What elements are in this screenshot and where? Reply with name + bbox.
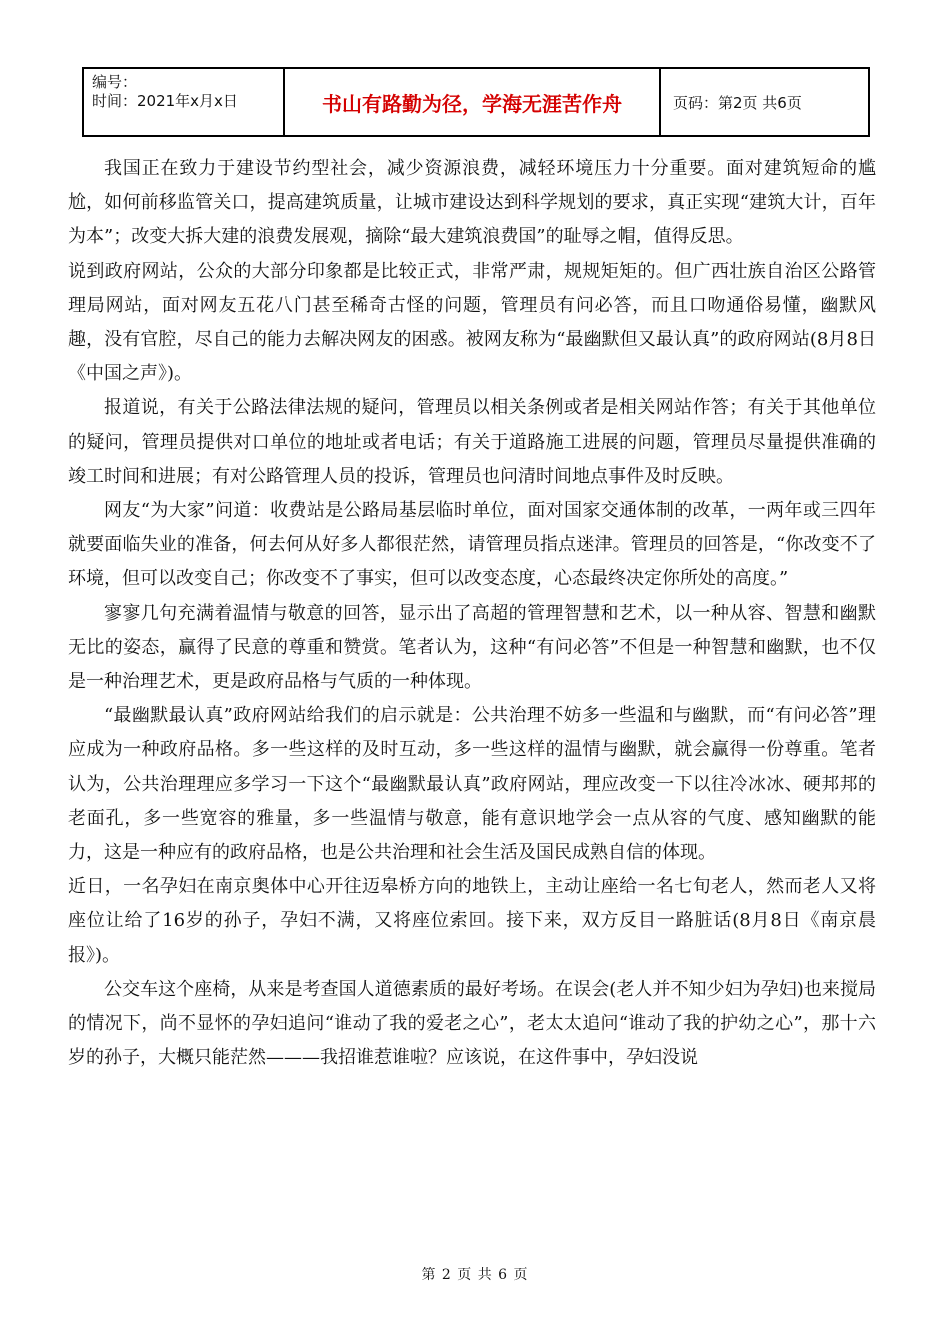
header-motto: 书山有路勤为径，学海无涯苦作舟 <box>285 69 661 135</box>
page-footer: 第 2 页 共 6 页 <box>421 1267 529 1283</box>
page-header <box>82 67 870 137</box>
paragraph: 公交车这个座椅，从来是考查国人道德素质的最好考场。在误会(老人并不知少妇为孕妇)也来搅局的情况下，尚不显怀的孕妇追问“谁动了我的爱老之心”，老太太追问“谁动了我的护幼之心”，那十六岁的孙子，大概只能茫然———我招谁惹谁啦？应该说，在这件事中，孕妇没说 <box>68 978 876 1069</box>
paragraph: 近日，一名孕妇在南京奥体中心开往迈皋桥方向的地铁上，主动让座给一名七旬老人，然而老人又将座位让给了16岁的孙子，孕妇不满，又将座位索回。接下来，双方反目一路脏话(8月8日《南京晨报》)。 <box>68 876 876 966</box>
document-body <box>68 152 876 1075</box>
header-page-info: 页码：第2页 共6页 <box>673 93 802 112</box>
doc-time-label: 时间：2021年x月x日 <box>92 92 238 110</box>
paragraph: 寥寥几句充满着温情与敬意的回答，显示出了高超的管理智慧和艺术，以一种从容、智慧和幽默无比的姿态，赢得了民意的尊重和赞赏。笔者认为，这种“有问必答”不但是一种智慧和幽默，也不仅是一种治理艺术，更是政府品格与气质的一种体现。 <box>68 602 876 693</box>
header-meta <box>84 69 285 135</box>
paragraph: 我国正在致力于建设节约型社会，减少资源浪费，减轻环境压力十分重要。面对建筑短命的尴尬，如何前移监管关口，提高建筑质量，让城市建设达到科学规划的要求，真正实现“建筑大计，百年为本”；改变大拆大建的浪费发展观，摘除“最大建筑浪费国”的耻辱之帽，值得反思。 <box>68 158 876 248</box>
paragraph: 说到政府网站，公众的大部分印象都是比较正式，非常严肃，规规矩矩的。但广西壮族自治区公路管理局网站，面对网友五花八门甚至稀奇古怪的问题，管理员有问必答，而且口吻通俗易懂，幽默风趣，没有官腔，尽自己的能力去解决网友的困惑。被网友称为“最幽默但又最认真”的政府网站(8月8日《中国之声》)。 <box>68 260 876 385</box>
paragraph: 报道说，有关于公路法律法规的疑问，管理员以相关条例或者是相关网站作答；有关于其他单位的疑问，管理员提供对口单位的地址或者电话；有关于道路施工进展的问题，管理员尽量提供准确的竣工时间和进展；有对公路管理人员的投诉，管理员也问清时间地点事件及时反映。 <box>68 397 876 487</box>
paragraph: 网友“为大家”问道：收费站是公路局基层临时单位，面对国家交通体制的改革，一两年或三四年就要面临失业的准备，何去何从好多人都很茫然，请管理员指点迷津。管理员的回答是，“你改变不了环境，但可以改变自己；你改变不了事实，但可以改变态度，心态最终决定你所处的高度。” <box>68 500 876 590</box>
paragraph: “最幽默最认真”政府网站给我们的启示就是：公共治理不妨多一些温和与幽默，而“有问必答”理应成为一种政府品格。多一些这样的及时互动，多一些这样的温情与幽默，就会赢得一份尊重。笔者认为，公共治理理应多学习一下这个“最幽默最认真”政府网站，理应改变一下以往冷冰冰、硬邦邦的老面孔，多一些宽容的雅量，多一些温情与敬意，能有意识地学会一点从容的气度、感知幽默的能力，这是一种应有的政府品格，也是公共治理和社会生活及国民成熟自信的体现。 <box>68 705 876 864</box>
doc-number-label: 编号： <box>92 73 138 91</box>
